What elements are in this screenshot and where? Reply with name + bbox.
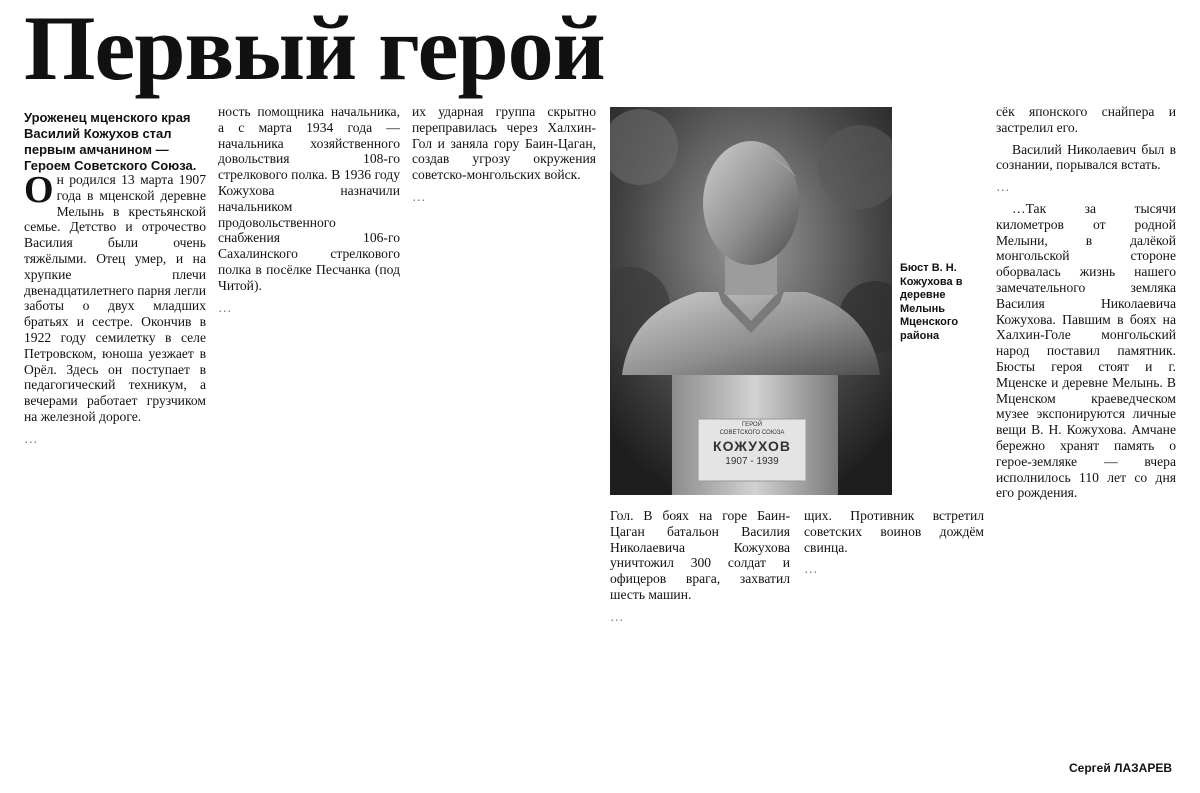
headline: Первый герой <box>24 0 605 99</box>
article-paragraph: сёк японского снайпера и застрелил его. <box>996 104 1176 135</box>
article-column-6 <box>996 104 1176 758</box>
article-paragraph: Гол. В боях на горе Баин-Цаган батальон Василия Николаевича Кожухова уничтожил 300 солдат и офицеров врага, захватил шесть машин. <box>610 508 790 602</box>
byline: Сергей ЛАЗАРЕВ <box>1069 761 1172 775</box>
plaque-years: 1907 - 1939 <box>725 456 779 467</box>
omitted-text-marker: … <box>804 561 818 577</box>
plaque-line-1: ГЕРОЙ <box>741 422 763 428</box>
article-paragraph: ность помощника начальника, а с марта 1934 года — начальника хозяйственного довольствия 108-го стрелкового полка. В 1936 году Кожухова назначили начальником продовольственного снабжения 106-го Сахалинского стрелкового полка в посёлке Песчанка (под Читой). <box>218 104 400 293</box>
omitted-text-marker: … <box>24 430 40 446</box>
omitted-text-marker: … <box>218 299 234 315</box>
photo-caption: Бюст В. Н. Кожухова в деревне Мелынь Мценского района <box>900 262 963 342</box>
omitted-text-marker: … <box>610 608 624 624</box>
article-column-2 <box>218 104 400 764</box>
article-paragraph: их ударная группа скрытно переправилась через Халхин-Гол и заняла гору Баин-Цаган, создав угрозу окружения советско-монгольских войск. <box>412 104 596 183</box>
article-paragraph: Василий Николаевич был в сознании, порывался встать. <box>996 141 1176 173</box>
bust-photo <box>610 107 892 495</box>
plaque-name: КОЖУХОВ <box>713 438 791 454</box>
article-column-1 <box>24 172 206 762</box>
article-paragraph: щих. Противник встретил советских воинов дождём свинца. <box>804 508 984 555</box>
lead-paragraph: Уроженец мценского края Василий Кожухов стал первым амчанином — Героем Советского Союза. <box>24 110 197 173</box>
omitted-text-marker: … <box>412 188 428 204</box>
article-column-4 <box>610 508 790 764</box>
article-paragraph: Он родился 13 марта 1907 года в мценской деревне Мелынь в крестьянской семье. Детство и отрочество Василия были очень тяжёлыми. Отец умер, и на хрупкие плечи двенадцатилетнего парня легли заботы о двух младших братьях и сестре. Окончив в 1922 году семилетку в селе Петровском, юноша уезжает в Орёл. Здесь он поступает в педагогический техникум, а вечерами работает грузчиком на железной дороге. <box>24 172 206 424</box>
article-column-5 <box>804 508 984 764</box>
omitted-text-marker: … <box>996 179 1012 195</box>
article-paragraph: …Так за тысячи километров от родной Мелыни, в далёкой монгольской стороне оборвалась жизнь нашего замечательного земляка Василия Николаевича Кожухова. Павшим в боях на Халхин-Голе монгольский народ поставил памятник. Бюсты героя стоят и г. Мценске и деревне Мелынь. В Мценском краеведческом музее экспонируются личные вещи В. Н. Кожухова. Амчане бережно хранят память о герое-земляке — вчера исполнилось 110 лет со дня его рождения. <box>996 200 1176 501</box>
article-column-3 <box>412 104 596 764</box>
plaque <box>698 421 806 469</box>
plaque-line-2: СОВЕТСКОГО СОЮЗА <box>719 430 785 436</box>
drop-cap: О <box>24 172 54 211</box>
